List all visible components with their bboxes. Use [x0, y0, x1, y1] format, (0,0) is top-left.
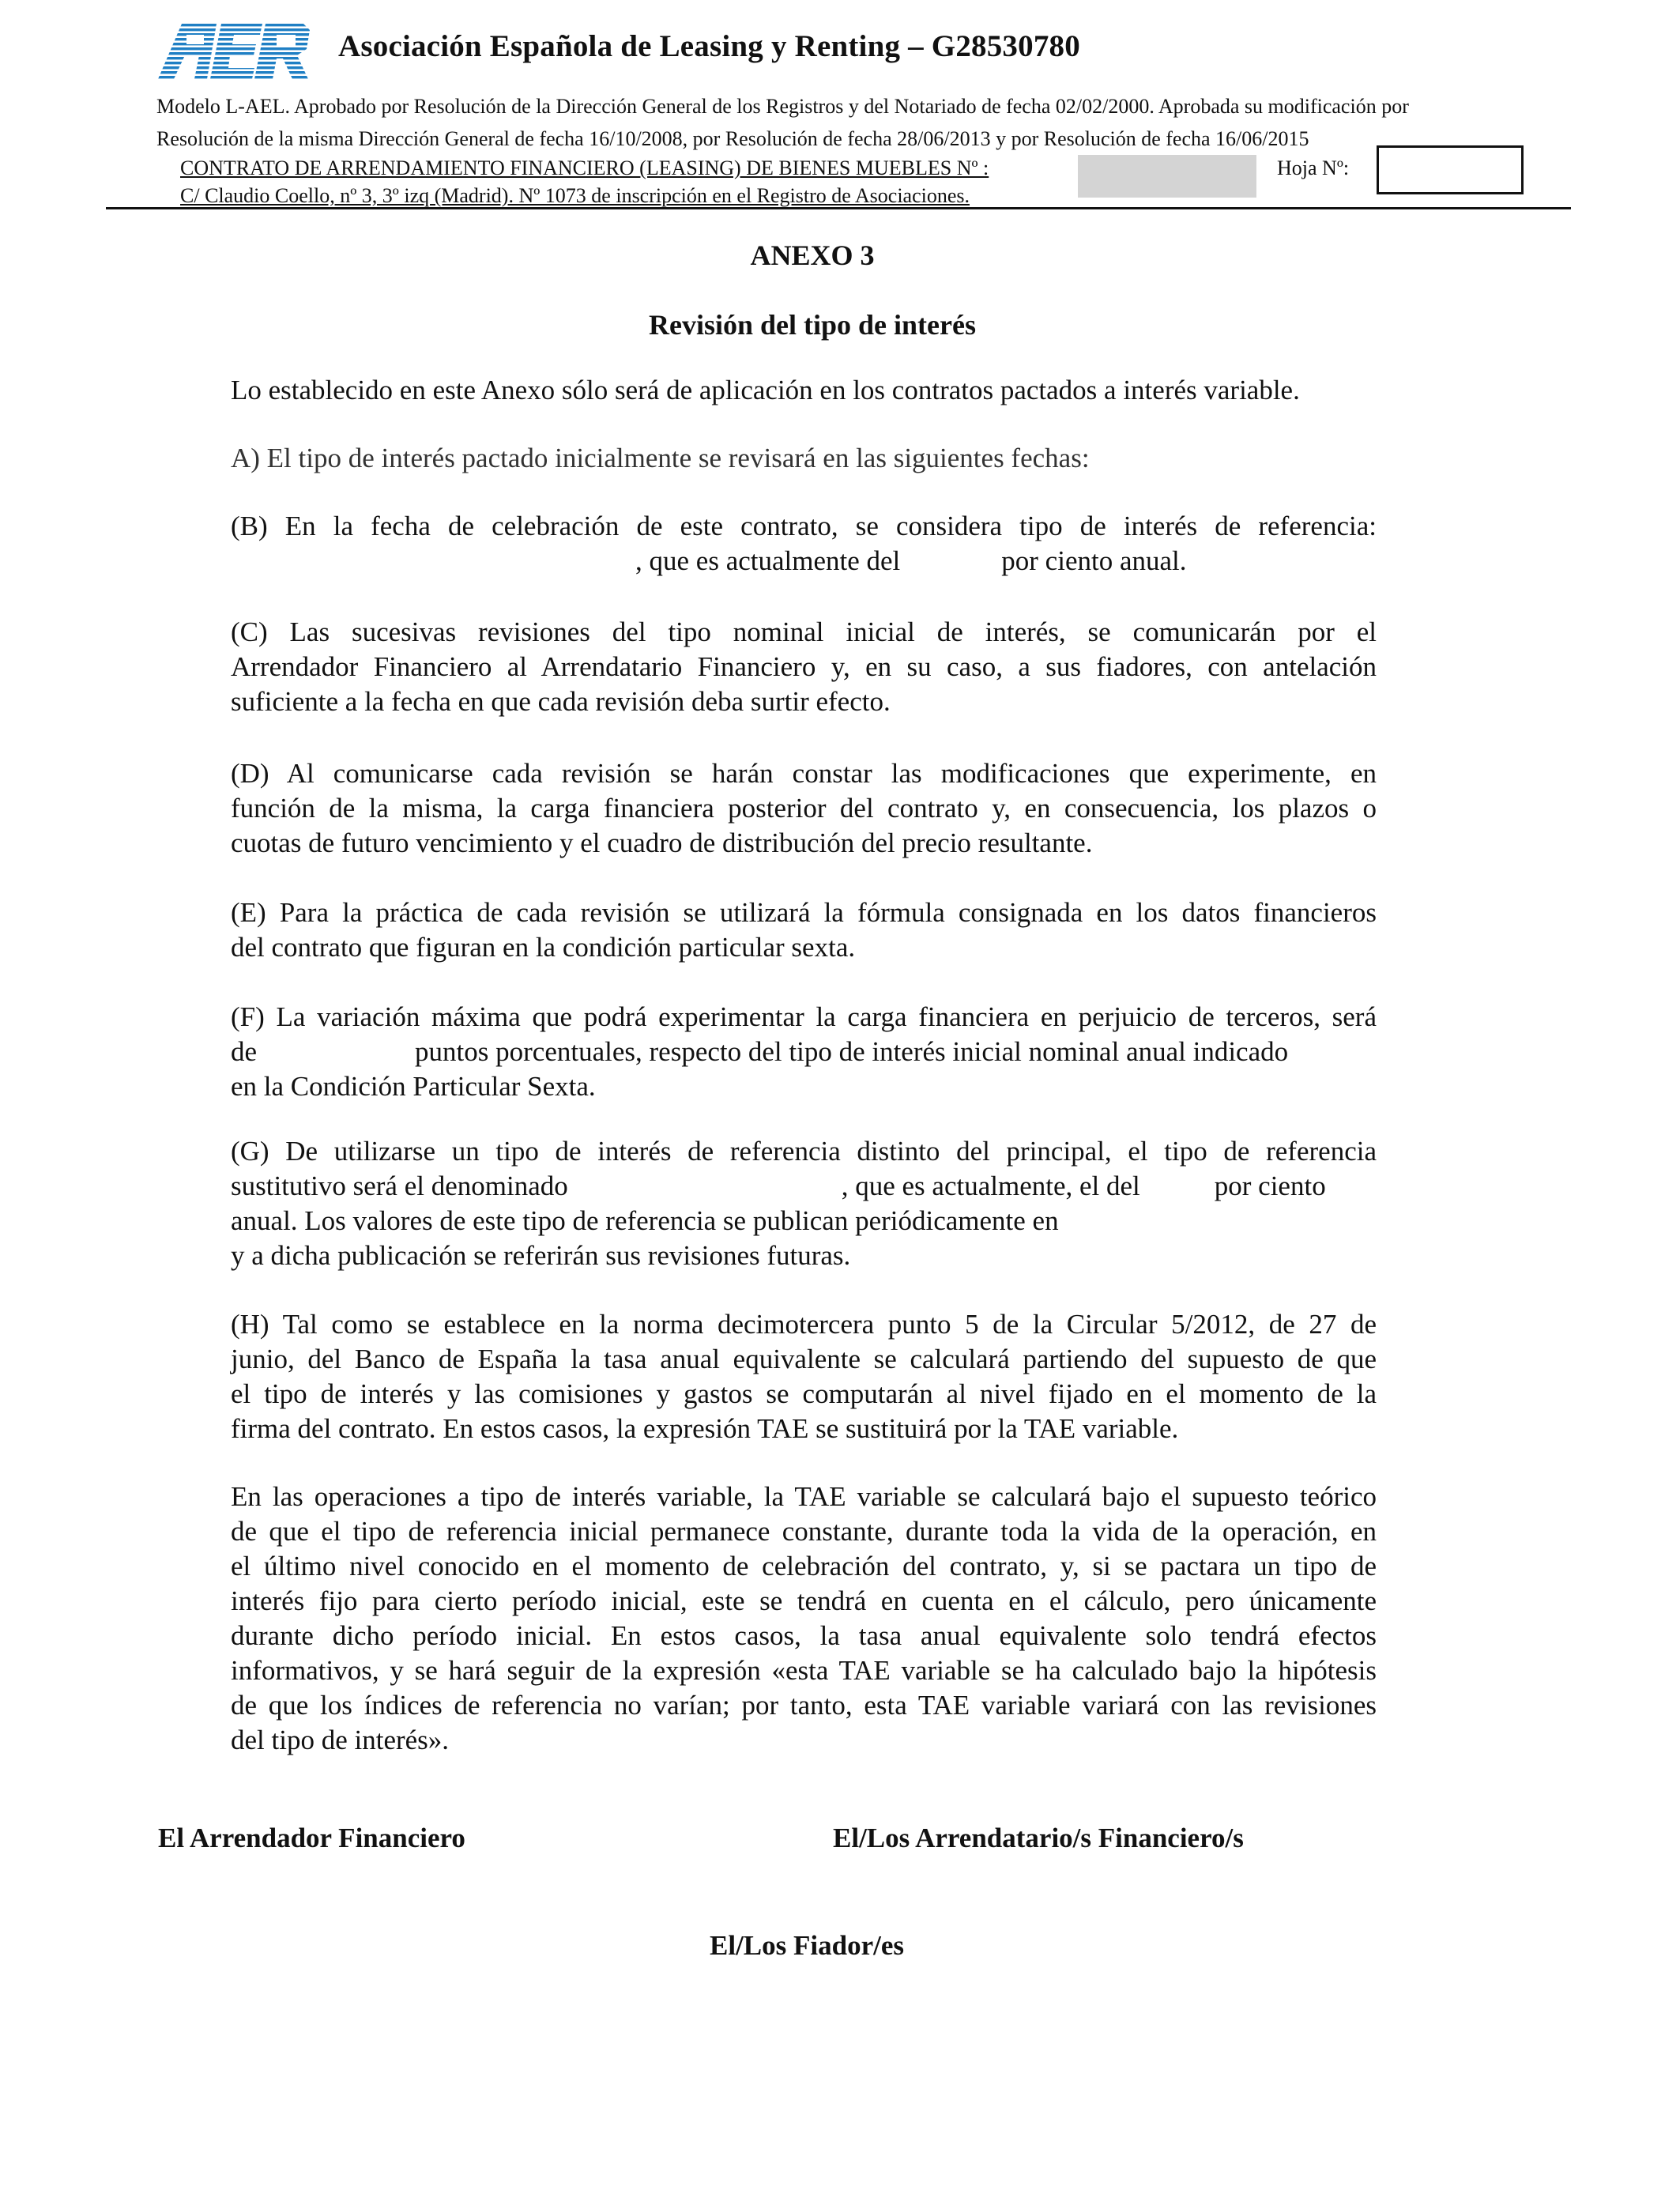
- paragraph-a: [231, 441, 1377, 476]
- paragraph-line: [231, 544, 1377, 579]
- paragraph-line: [231, 1035, 1377, 1069]
- paragraph-line: firma del contrato. En estos casos, la expresión TAE se sustituirá por la TAE variable.: [231, 1413, 1179, 1444]
- paragraph-e: [231, 895, 1377, 965]
- paragraph-line: suficiente a la fecha en que cada revisión deba surtir efecto.: [231, 686, 891, 717]
- paragraph-fragment: , que es actualmente del: [635, 545, 901, 576]
- sheet-number-field[interactable]: [1377, 145, 1524, 194]
- lessee-signature-label: El/Los Arrendatario/s Financiero/s: [833, 1823, 1244, 1853]
- paragraph-line: (D) Al comunicarse cada revisión se harán constar las modificaciones que experimente, en: [231, 758, 1377, 789]
- paragraph-tae: [231, 1480, 1377, 1758]
- paragraph-line: interés fijo para cierto período inicial, este se tendrá en cuenta en el cálculo, pero únicamente: [231, 1585, 1377, 1616]
- paragraph-line: [231, 1169, 1377, 1204]
- paragraph-line: A) El tipo de interés pactado inicialmente se revisará en las siguientes fechas:: [231, 443, 1090, 473]
- paragraph-line: (H) Tal como se establece en la norma decimotercera punto 5 de la Circular 5/2012, de 27 de: [231, 1309, 1377, 1340]
- paragraph-line: (E) Para la práctica de cada revisión se utilizará la fórmula consignada en los datos financieros: [231, 897, 1377, 928]
- paragraph-line: Lo establecido en este Anexo sólo será de aplicación en los contratos pactados a interés variable.: [231, 375, 1300, 405]
- organization-title: Asociación Española de Leasing y Renting – G28530780: [338, 29, 1080, 63]
- paragraph-line: función de la misma, la carga financiera posterior del contrato y, en consecuencia, los plazos o: [231, 793, 1377, 824]
- paragraph-line: anual. Los valores de este tipo de referencia se publican periódicamente en: [231, 1205, 1059, 1236]
- paragraph-line: del contrato que figuran en la condición particular sexta.: [231, 932, 856, 963]
- paragraph-line: junio, del Banco de España la tasa anual equivalente se calculará partiendo del supuesto de que: [231, 1344, 1377, 1374]
- paragraph-fragment: de: [231, 1036, 258, 1067]
- paragraph-line: informativos, y se hará seguir de la expresión «esta TAE variable se ha calculado bajo la hipótesis: [231, 1655, 1377, 1686]
- header-divider: [106, 207, 1571, 209]
- approval-text-line: Resolución de la misma Dirección General de fecha 16/10/2008, por Resolución de fecha 28/06/2013 y por Resolución de fecha 16/06/2015: [156, 127, 1309, 150]
- lessor-signature-label: El Arrendador Financiero: [158, 1823, 465, 1853]
- ael-logo: [158, 24, 310, 79]
- paragraph-h: [231, 1307, 1377, 1446]
- paragraph-fragment: por ciento anual.: [1001, 545, 1187, 576]
- paragraph-line: durante dicho período inicial. En estos casos, la tasa anual equivalente solo tendrá efectos: [231, 1620, 1377, 1651]
- paragraph-g: [231, 1134, 1377, 1273]
- paragraph-line: y a dicha publicación se referirán sus revisiones futuras.: [231, 1240, 851, 1271]
- paragraph-fragment: sustitutivo será el denominado: [231, 1171, 568, 1201]
- annex-subtitle: Revisión del tipo de interés: [649, 309, 976, 341]
- paragraph-b: [231, 509, 1377, 579]
- paragraph-fragment: por ciento: [1214, 1171, 1326, 1201]
- paragraph-line: el tipo de interés y las comisiones y gastos se computarán al nivel fijado en el momento de la: [231, 1378, 1377, 1409]
- intro-paragraph: [231, 373, 1377, 408]
- paragraph-c: [231, 615, 1377, 719]
- paragraph-line: el último nivel conocido en el momento de celebración del contrato, y, si se pactara un tipo de: [231, 1551, 1377, 1581]
- contract-number-field[interactable]: [1078, 155, 1256, 198]
- paragraph-fragment: puntos porcentuales, respecto del tipo de interés inicial nominal anual indicado: [415, 1036, 1289, 1067]
- paragraph-line: de que el tipo de referencia inicial permanece constante, durante toda la vida de la operación, en: [231, 1516, 1377, 1547]
- paragraph-f: [231, 1000, 1377, 1104]
- sheet-number-label: Hoja Nº:: [1277, 156, 1350, 179]
- guarantor-signature-label: El/Los Fiador/es: [710, 1930, 904, 1961]
- paragraph-line: de que los índices de referencia no varían; por tanto, esta TAE variable variará con las revisiones: [231, 1690, 1377, 1721]
- paragraph-line: En las operaciones a tipo de interés variable, la TAE variable se calculará bajo el supuesto teórico: [231, 1481, 1377, 1512]
- paragraph-line: (C) Las sucesivas revisiones del tipo nominal inicial de interés, se comunicarán por el: [231, 616, 1377, 647]
- paragraph-line: en la Condición Particular Sexta.: [231, 1071, 596, 1102]
- paragraph-line: (F) La variación máxima que podrá experimentar la carga financiera en perjuicio de terceros, será: [231, 1001, 1377, 1032]
- contract-number-label: CONTRATO DE ARRENDAMIENTO FINANCIERO (LEASING) DE BIENES MUEBLES Nº :: [180, 156, 989, 179]
- paragraph-line: cuotas de futuro vencimiento y el cuadro de distribución del precio resultante.: [231, 827, 1093, 858]
- paragraph-line: del tipo de interés».: [231, 1725, 450, 1755]
- paragraph-fragment: , que es actualmente, el del: [841, 1171, 1140, 1201]
- paragraph-line: Arrendador Financiero al Arrendatario Financiero y, en su caso, a sus fiadores, con antelación: [231, 651, 1377, 682]
- paragraph-line: (B) En la fecha de celebración de este contrato, se considera tipo de interés de referencia:: [231, 511, 1377, 541]
- annex-title: ANEXO 3: [750, 239, 875, 271]
- paragraph-line: (G) De utilizarse un tipo de interés de referencia distinto del principal, el tipo de referencia: [231, 1136, 1377, 1167]
- paragraph-d: [231, 756, 1377, 861]
- approval-text-line: Modelo L-AEL. Aprobado por Resolución de la Dirección General de los Registros y del Notariado de fecha 02/02/2000. Aprobada su modificación por: [156, 95, 1409, 118]
- registry-address-line: C/ Claudio Coello, nº 3, 3º izq (Madrid). Nº 1073 de inscripción en el Registro de Asociaciones.: [180, 184, 970, 207]
